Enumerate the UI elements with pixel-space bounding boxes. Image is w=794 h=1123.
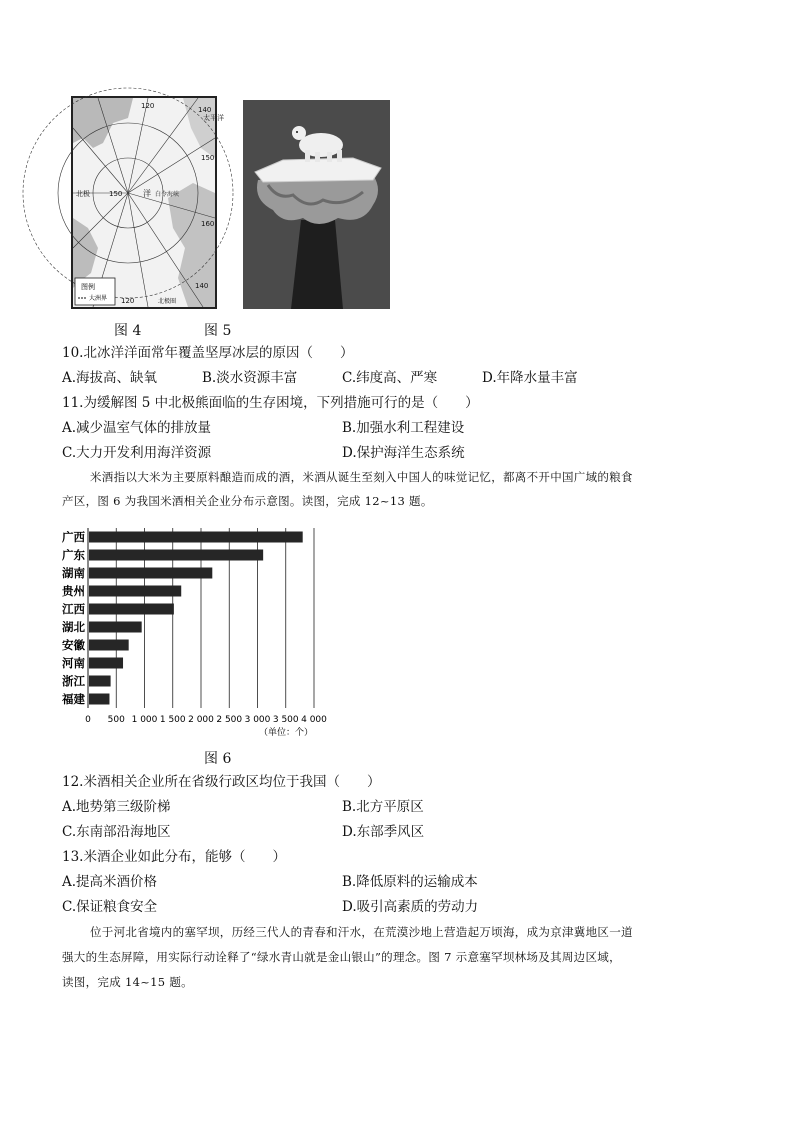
chart-category-label: 广西 bbox=[62, 530, 85, 544]
chart-bar bbox=[89, 640, 129, 651]
question-10-option-a[interactable]: A.海拔高、缺氧 bbox=[62, 370, 158, 386]
map-degree-label: 120 bbox=[121, 297, 135, 305]
chart-bar bbox=[89, 694, 109, 705]
arctic-map-figure bbox=[71, 96, 224, 309]
polar-bear-figure bbox=[243, 100, 390, 309]
question-13-option-d[interactable]: D.吸引高素质的劳动力 bbox=[342, 899, 479, 915]
chart-x-tick-label: 2 000 bbox=[188, 715, 214, 725]
question-13-stem: 13.米酒企业如此分布，能够（ ） bbox=[62, 849, 286, 865]
rice-wine-passage-line-1: 米酒指以大米为主要原料酿造而成的酒，米酒从诞生至刻入中国人的味觉记忆，都离不开中国广域的粮食 bbox=[90, 470, 633, 484]
question-13-option-a[interactable]: A.提高米酒价格 bbox=[62, 874, 158, 890]
rice-wine-enterprise-chart bbox=[58, 520, 338, 740]
question-12-option-c[interactable]: C.东南部沿海地区 bbox=[62, 824, 171, 840]
chart-category-label: 安徽 bbox=[62, 638, 85, 652]
question-11-option-d[interactable]: D.保护海洋生态系统 bbox=[342, 445, 465, 461]
chart-bar bbox=[89, 676, 111, 687]
map-bottom-label: 北极圈 bbox=[158, 298, 177, 305]
question-13-option-b[interactable]: B.降低原料的运输成本 bbox=[342, 874, 478, 890]
question-13-option-c[interactable]: C.保证粮食安全 bbox=[62, 899, 158, 915]
chart-x-tick-label: 2 500 bbox=[216, 715, 243, 725]
figure-6-caption: 图 6 bbox=[204, 751, 232, 767]
chart-x-tick-label: 0 bbox=[85, 715, 91, 725]
question-12-stem: 12.米酒相关企业所在省级行政区均位于我国（ ） bbox=[62, 774, 381, 790]
chart-bar bbox=[89, 604, 174, 615]
chart-x-tick-label: 3 500 bbox=[272, 715, 299, 725]
chart-category-label: 浙江 bbox=[62, 674, 85, 688]
map-degree-label: 120 bbox=[141, 102, 155, 110]
map-degree-label: 140 bbox=[198, 106, 212, 114]
chart-category-label: 河南 bbox=[62, 656, 85, 670]
map-sea-label: 白令海峡 bbox=[155, 191, 180, 198]
map-pacific-label: 太平洋 bbox=[203, 114, 224, 122]
polar-bear-illustration bbox=[243, 100, 390, 309]
question-10-option-c[interactable]: C.纬度高、严寒 bbox=[342, 370, 438, 386]
map-degree-label: 150 bbox=[201, 154, 215, 162]
chart-category-label: 江西 bbox=[62, 602, 85, 616]
question-11-option-b[interactable]: B.加强水利工程建设 bbox=[342, 420, 465, 436]
map-legend-title: 图例 bbox=[81, 283, 95, 291]
chart-category-label: 福建 bbox=[62, 692, 85, 706]
chart-x-tick-label: 1 000 bbox=[131, 715, 158, 725]
chart-bar bbox=[89, 568, 212, 579]
question-10-option-b[interactable]: B.淡水资源丰富 bbox=[202, 370, 298, 386]
chart-bar bbox=[89, 622, 142, 633]
saihanba-passage-line-3: 读图，完成 14~15 题。 bbox=[62, 975, 193, 989]
rice-wine-passage-line-2: 产区，图 6 为我国米酒相关企业分布示意图。读图，完成 12~13 题。 bbox=[62, 494, 433, 508]
map-left-label: 北极 bbox=[76, 190, 90, 198]
chart-category-label: 贵州 bbox=[62, 584, 85, 598]
map-degree-label: 140 bbox=[195, 282, 209, 290]
question-11-option-a[interactable]: A.减少温室气体的排放量 bbox=[62, 420, 212, 436]
question-10-option-d[interactable]: D.年降水量丰富 bbox=[482, 370, 578, 386]
chart-category-label: 湖北 bbox=[62, 620, 85, 634]
question-10-stem: 10.北冰洋洋面常年覆盖坚厚冰层的原因（ ） bbox=[62, 345, 354, 361]
map-ocean-label: 洋 bbox=[143, 189, 151, 198]
chart-x-tick-label: 500 bbox=[107, 715, 125, 725]
figure-4-caption: 图 4 bbox=[114, 323, 142, 339]
figure-5-caption: 图 5 bbox=[204, 323, 232, 339]
saihanba-passage-line-2: 强大的生态屏障，用实际行动诠释了“绿水青山就是金山银山”的理念。图 7 示意塞罕坝林场及其周边区域， bbox=[62, 950, 621, 964]
chart-category-label: 湖南 bbox=[62, 566, 85, 580]
chart-category-label: 广东 bbox=[62, 548, 85, 562]
bar-chart-svg bbox=[58, 520, 338, 740]
chart-bar bbox=[89, 550, 263, 561]
map-legend-item: 大洲界 bbox=[89, 295, 108, 302]
chart-bar bbox=[89, 658, 123, 669]
chart-x-tick-label: 3 000 bbox=[244, 715, 271, 725]
chart-x-tick-label: 1 500 bbox=[159, 715, 186, 725]
map-degree-label: 150 bbox=[109, 190, 123, 198]
chart-x-tick-label: 4 000 bbox=[301, 715, 327, 725]
question-11-stem: 11.为缓解图 5 中北极熊面临的生存困境，下列措施可行的是（ ） bbox=[62, 395, 479, 411]
question-11-option-c[interactable]: C.大力开发利用海洋资源 bbox=[62, 445, 212, 461]
chart-bar bbox=[89, 586, 181, 597]
arctic-map-drawing bbox=[73, 98, 224, 307]
question-12-option-a[interactable]: A.地势第三级阶梯 bbox=[62, 799, 171, 815]
chart-bar bbox=[89, 532, 303, 543]
saihanba-passage-line-1: 位于河北省境内的塞罕坝，历经三代人的青春和汗水，在荒漠沙地上营造起万顷海，成为京津冀地区一道 bbox=[90, 925, 633, 939]
question-12-option-b[interactable]: B.北方平原区 bbox=[342, 799, 424, 815]
chart-unit-label: （单位：个） bbox=[258, 728, 314, 738]
map-degree-label: 160 bbox=[201, 220, 215, 228]
question-12-option-d[interactable]: D.东部季风区 bbox=[342, 824, 425, 840]
